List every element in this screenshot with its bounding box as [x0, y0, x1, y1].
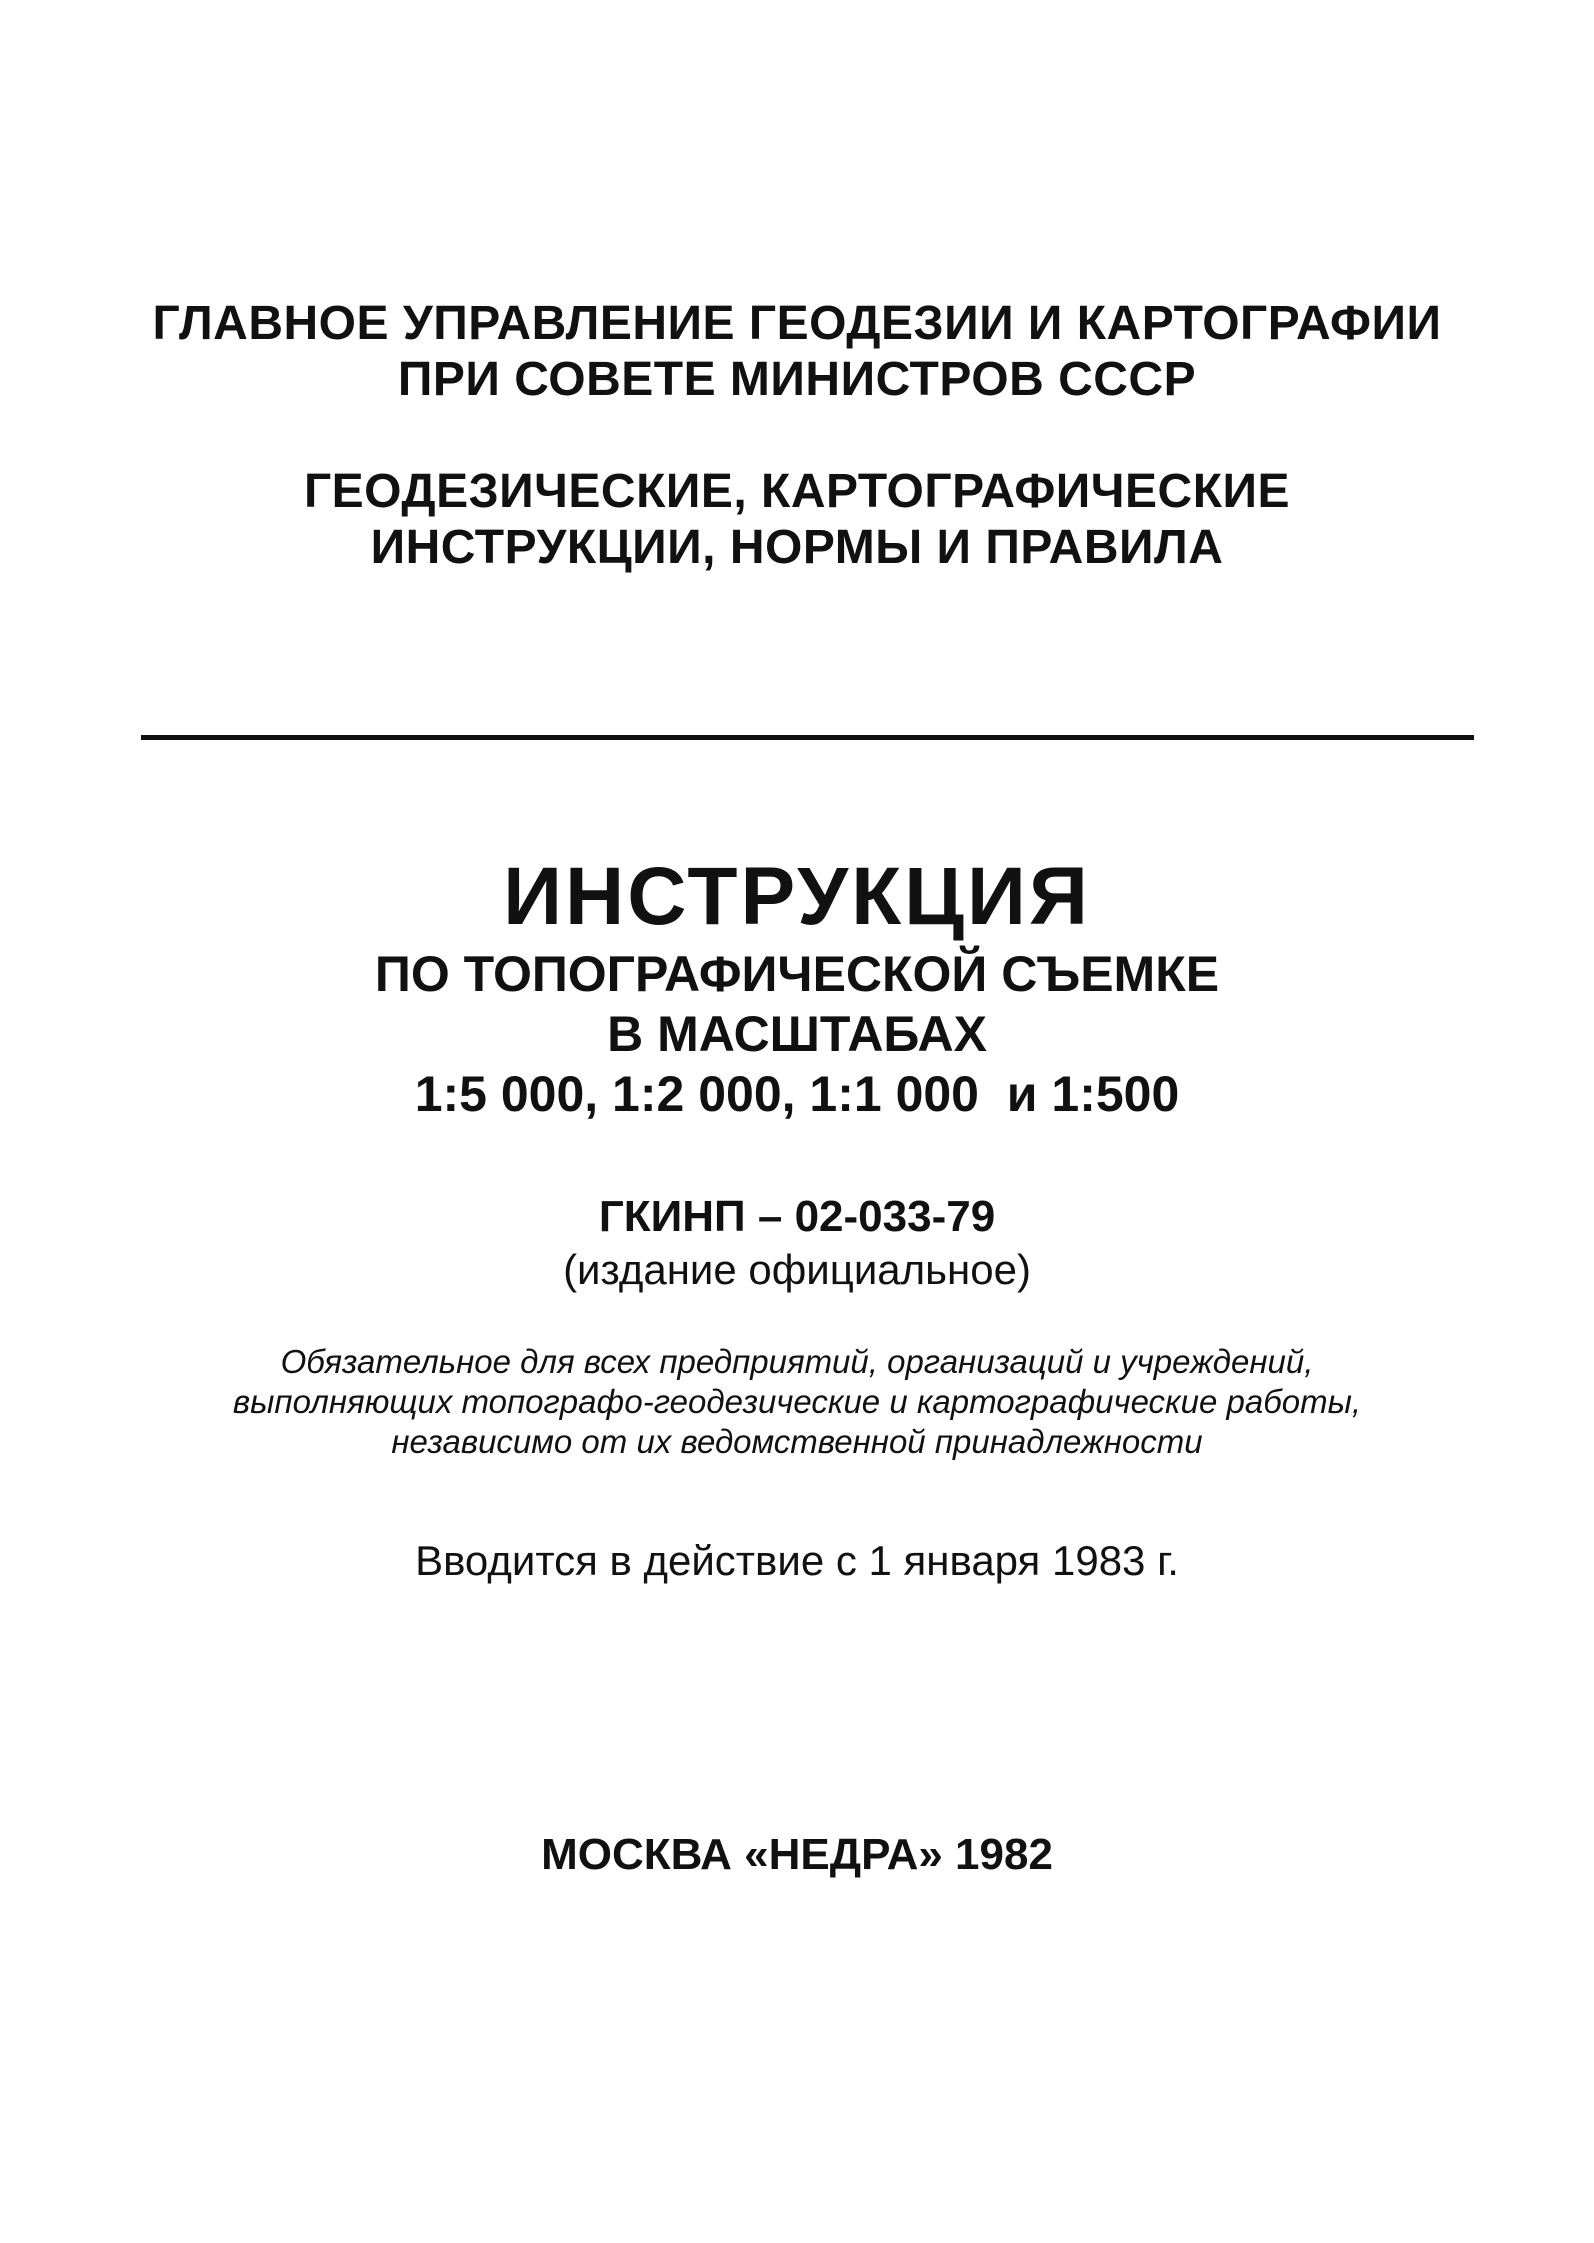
document-subtitle-line-2: В МАСШТАБАХ	[607, 1006, 987, 1062]
horizontal-divider	[141, 735, 1474, 740]
imprint-text: МОСКВА «НЕДРА» 1982	[541, 1830, 1053, 1879]
series-line-1: ГЕОДЕЗИЧЕСКИЕ, КАРТОГРАФИЧЕСКИЕ	[303, 465, 1291, 518]
edition-note: (издание официальное)	[563, 1246, 1031, 1293]
series-line-2: ИНСТРУКЦИИ, НОРМЫ И ПРАВИЛА	[370, 521, 1224, 574]
organization-line-1: ГЛАВНОЕ УПРАВЛЕНИЕ ГЕОДЕЗИИ И КАРТОГРАФИИ	[152, 297, 1442, 350]
document-subtitle-line-1: ПО ТОПОГРАФИЧЕСКОЙ СЪЕМКЕ	[374, 946, 1220, 1002]
organization-header	[0, 296, 1594, 408]
document-title-main: ИНСТРУКЦИЯ	[503, 851, 1091, 942]
document-title	[0, 850, 1594, 1124]
series-title	[0, 464, 1594, 576]
organization-line-2: ПРИ СОВЕТЕ МИНИСТРОВ СССР	[397, 353, 1197, 406]
applicability-notice	[0, 1342, 1594, 1462]
document-code: ГКИНП – 02-033-79	[598, 1192, 996, 1241]
publisher-imprint	[0, 1828, 1594, 1882]
document-code-block	[0, 1190, 1594, 1296]
effective-date	[0, 1535, 1594, 1587]
notice-line-2: выполняющих топографо-геодезические и картографические работы,	[232, 1383, 1362, 1420]
document-subtitle-scales: 1:5 000, 1:2 000, 1:1 000 и 1:500	[414, 1066, 1180, 1122]
notice-line-1: Обязательное для всех предприятий, организаций и учреждений,	[280, 1343, 1314, 1380]
effective-date-text: Вводится в действие с 1 января 1983 г.	[415, 1537, 1179, 1584]
notice-line-3: независимо от их ведомственной принадлежности	[391, 1423, 1203, 1460]
